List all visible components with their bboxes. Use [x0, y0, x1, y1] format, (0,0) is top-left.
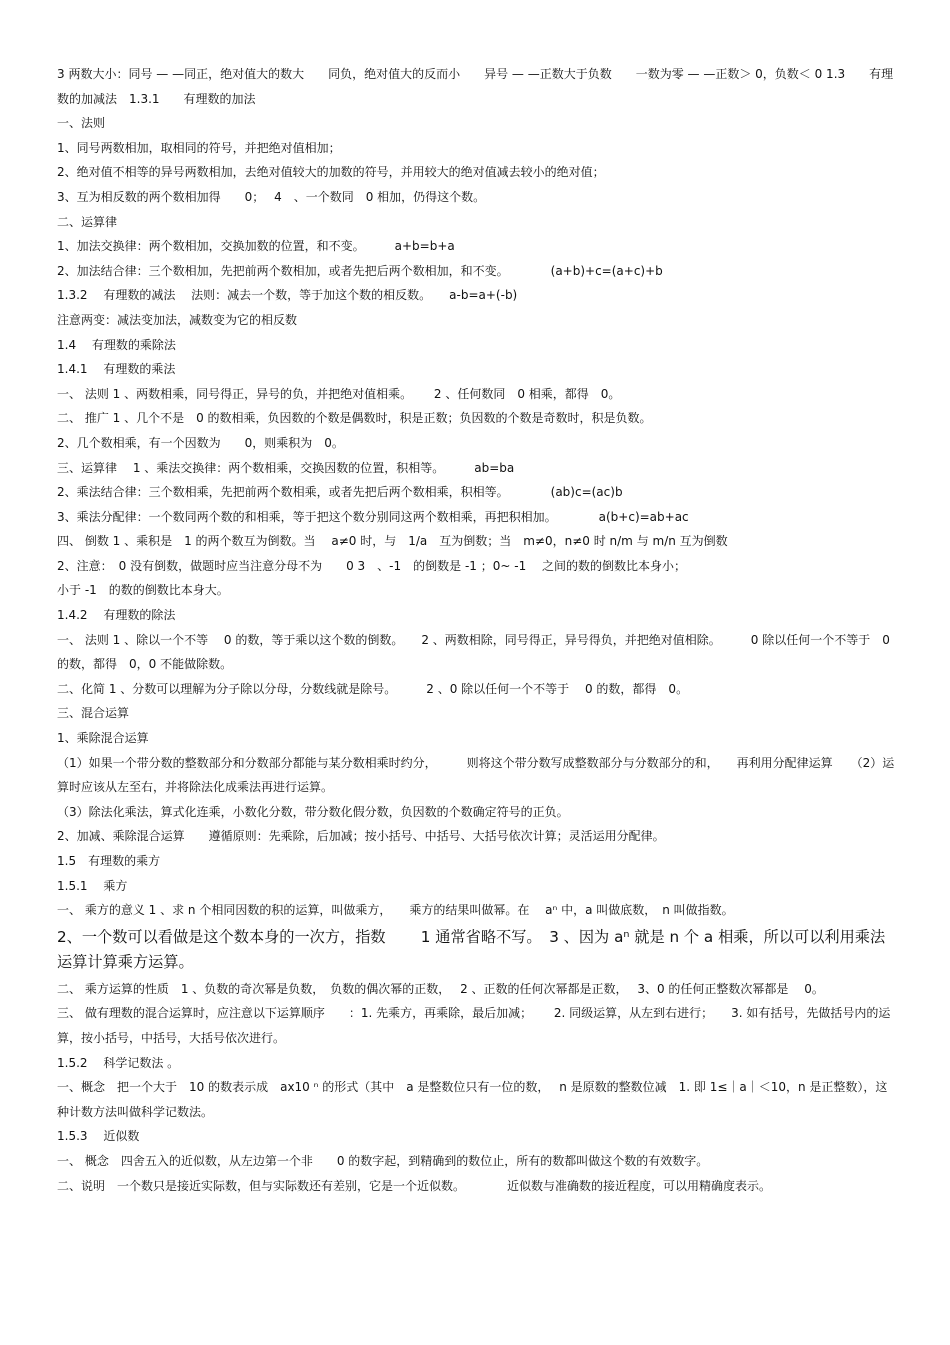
section-heading-1-5: 1.5 有理数的乘方: [57, 854, 161, 868]
paragraph-approx-explain: 二、说明 一个数只是接近实际数，但与实际数还有差别，它是一个近似数。 近似数与准确数的接近程度，可以用精确度表示。: [57, 1178, 772, 1193]
paragraph-mult-extend: 二、 推广 1 、几个不是 0 的数相乘，负因数的个数是偶数时，积是正数；负因数的个数是奇数时，积是负数。: [57, 411, 652, 426]
paragraph-power-properties: 二、 乘方运算的性质 1 、负数的奇次幂是负数， 负数的偶次幂的正数， 2 、正数的任何次幂都是正数， 3、0 的任何正整数次幂都是 0。: [57, 981, 824, 996]
paragraph-mixed-3: （3）除法化乘法，算式化连乘，小数化分数，带分数化假分数，负因数的个数确定符号的正负。: [57, 804, 569, 819]
paragraph-mixed-mult-div: 1、乘除混合运算: [57, 731, 149, 746]
paragraph-subtraction: 1.3.2 有理数的减法 法则：减去一个数，等于加这个数的相反数。 a-b=a+(-b): [57, 288, 518, 303]
paragraph-reciprocal-note: 2、注意： 0 没有倒数，做题时应当注意分母不为 0 3 、-1 的倒数是 -1 ；0~ -1 之间的数的倒数比本身小；: [57, 558, 687, 573]
section-heading-1-5-1: 1.5.1 乘方: [57, 878, 128, 893]
paragraph-commutative-mult: 三、运算律 1 、乘法交换律：两个数相乘，交换因数的位置，积相等。 ab=ba: [57, 460, 515, 475]
paragraph-approx-concept: 一、 概念 四舍五入的近似数，从左边第一个非 0 的数字起，到精确到的数位止，所有的数都叫做这个数的有效数字。: [57, 1153, 709, 1168]
paragraph-reciprocal: 四、 倒数 1 、乘积是 1 的两个数互为倒数。当 a≠0 时，与 1/a 互为倒数；当 m≠0，n≠0 时 n/m 与 m/n 互为倒数: [57, 534, 728, 549]
paragraph-mult-zero: 2、几个数相乘，有一个因数为 0，则乘积为 0。: [57, 435, 344, 450]
section-heading-1-4-2: 1.4.2 有理数的除法: [57, 608, 176, 623]
paragraph-power-meaning: 一、 乘方的意义 1 、求 n 个相同因数的积的运算，叫做乘方， 乘方的结果叫做幂。在 aⁿ 中，a 叫做底数， n 叫做指数。: [57, 903, 734, 918]
section-heading-mixed: 三、混合运算: [57, 706, 130, 721]
paragraph-number-comparison: 3 两数大小：同号 — —同正，绝对值大的数大 同负，绝对值大的反而小 异号 — —正数大于负数 一数为零 — —正数＞ 0，负数＜ 0 1.3 有理数的加减法 1.3.1 有理数的加法: [57, 67, 894, 106]
paragraph-associative-add: 2、加法结合律：三个数相加，先把前两个数相加，或者先把后两个数相加，和不变。 (a+b)+c=(a+c)+b: [57, 263, 663, 278]
paragraph-reciprocal-note-2: 小于 -1 的数的倒数比本身大。: [57, 583, 229, 598]
paragraph-mixed-1: （1）如果一个带分数的整数部分和分数部分都能与某分数相乘时约分， 则将这个带分数写成整数部分与分数部分的和， 再利用分配律运算 （2）运算时应该从左至右，并将除法化成乘法再进行运算。: [57, 755, 895, 795]
paragraph-mult-rule: 一、 法则 1 、两数相乘，同号得正，异号的负，并把绝对值相乘。 2 、任何数同 0 相乘，都得 0。: [57, 386, 621, 401]
section-heading-1-5-3: 1.5.3 近似数: [57, 1129, 140, 1144]
paragraph-division-rule: 一、 法则 1 、除以一个不等 0 的数，等于乘以这个数的倒数。 2 、两数相除，同号得正，异号得负，并把绝对值相除。 0 除以任何一个不等于 0 的数，都得 0，0 不能做除数。: [57, 632, 890, 672]
paragraph-simplify: 二、化简 1 、分数可以理解为分子除以分母，分数线就是除号。 2 、0 除以任何一个不等于 0 的数，都得 0。: [57, 681, 689, 696]
document-body: [57, 62, 895, 1198]
paragraph-mixed-all: 2、加减、乘除混合运算 遵循原则：先乘除，后加减；按小括号、中括号、大括号依次计算；灵活运用分配律。: [57, 829, 665, 844]
paragraph-power-first: 2、一个数可以看做是这个数本身的一次方，指数 1 通常省略不写。 3 、因为 aⁿ 就是 n 个 a 相乘，所以可以利用乘法运算计算乘方运算。: [57, 927, 886, 971]
paragraph-associative-mult: 2、乘法结合律：三个数相乘，先把前两个数相乘，或者先把后两个数相乘，积相等。 (ab)c=(ac)b: [57, 485, 623, 500]
section-heading-laws: 二、运算律: [57, 214, 118, 229]
paragraph-sci-notation: 一、概念 把一个大于 10 的数表示成 ax10 ⁿ 的形式（其中 a 是整数位只有一位的数， n 是原数的整数位减 1. 即 1≤｜a｜＜10，n 是正整数），这种计数方法叫做科学记数法。: [57, 1080, 888, 1119]
section-heading-1-5-2: 1.5.2 科学记数法 。: [57, 1055, 180, 1070]
paragraph-distributive: 3、乘法分配律：一个数同两个数的和相乘，等于把这个数分别同这两个数相乘，再把积相加。 a(b+c)=ab+ac: [57, 509, 689, 524]
paragraph-rule-3: 3、互为相反数的两个数相加得 0； 4 、一个数同 0 相加，仍得这个数。: [57, 189, 486, 204]
paragraph-mixed-order: 三、 做有理数的混合运算时，应注意以下运算顺序 ：1. 先乘方，再乘除，最后加减； 2. 同级运算，从左到右进行； 3. 如有括号，先做括号内的运算，按小括号，中括号，大括号依次进行。: [57, 1006, 891, 1045]
paragraph-rule-1: 1、同号两数相加，取相同的符号，并把绝对值相加；: [57, 140, 341, 155]
section-heading-1-4: 1.4 有理数的乘除法: [57, 337, 176, 352]
paragraph-subtraction-note: 注意两变：减法变加法，减数变为它的相反数: [57, 312, 298, 327]
paragraph-rule-2: 2、绝对值不相等的异号两数相加，去绝对值较大的加数的符号，并用较大的绝对值减去较小的绝对值；: [57, 165, 605, 180]
paragraph-commutative-add: 1、加法交换律：两个数相加，交换加数的位置，和不变。 a+b=b+a: [57, 239, 455, 254]
section-heading-rules: 一、法则: [57, 116, 106, 131]
section-heading-1-4-1: 1.4.1 有理数的乘法: [57, 362, 176, 377]
